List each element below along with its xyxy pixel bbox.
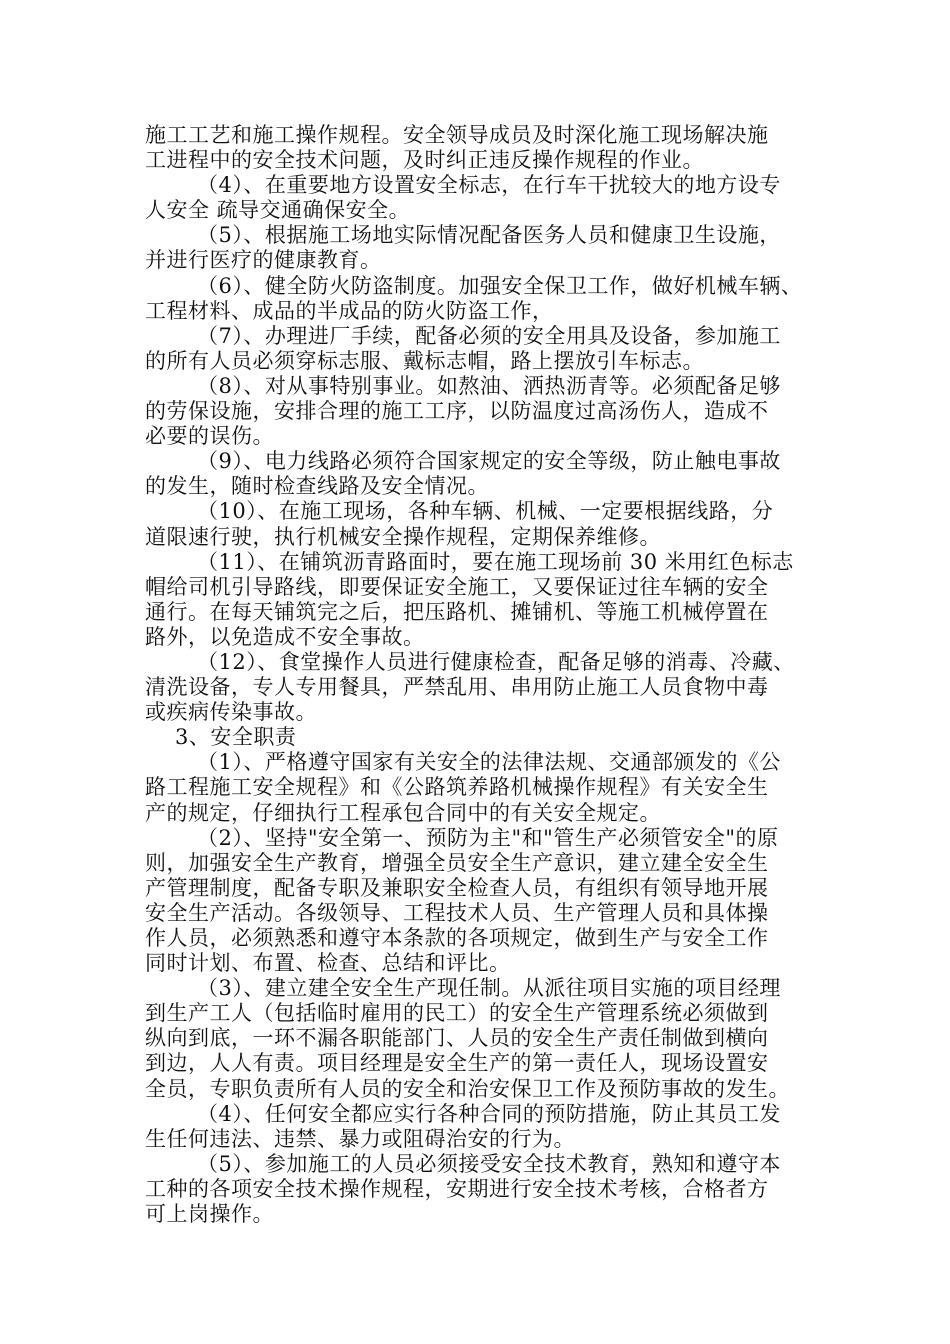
paragraph-start-line: （12）、食堂操作人员进行健康检查，配备足够的消毒、冷藏、: [197, 649, 795, 674]
body-line: 工进程中的安全技术问题，及时纠正违反操作规程的作业。: [145, 148, 704, 173]
body-line: 道限速行驶，执行机械安全操作规程，定期保养维修。: [145, 524, 661, 549]
paragraph-start-line: （5）、根据施工场地实际情况配备医务人员和健康卫生设施，: [197, 223, 781, 248]
body-line: 通行。在每天铺筑完之后，把压路机、摊铺机、等施工机械停置在: [145, 599, 769, 624]
body-line: 到生产工人（包括临时雇用的民工）的安全生产管理系统必须做到: [145, 1001, 769, 1026]
paragraph-start-line: （3）、建立建全安全生产现任制。从派往项目实施的项目经理: [197, 976, 781, 1001]
body-line: 产管理制度，配备专职及兼职安全检查人员，有组织有领导地开展: [145, 875, 769, 900]
paragraph-start-line: （5）、参加施工的人员必须接受安全技术教育，熟知和遵守本: [197, 1151, 781, 1176]
body-line: 可上岗操作。: [145, 1202, 274, 1227]
paragraph-start-line: （8）、对从事特别事业。如熬油、洒热沥青等。必须配备足够: [197, 373, 781, 398]
body-line: 安全生产活动。各级领导、工程技术人员、生产管理人员和具体操: [145, 900, 769, 925]
paragraph-start-line: （1）、严格遵守国家有关安全的法律法规、交通部颁发的《公: [197, 750, 781, 775]
body-line: 生任何违法、违禁、暴力或阻碍治安的行为。: [145, 1126, 575, 1151]
document-body: [145, 123, 825, 1227]
paragraph-start-line: （9）、电力线路必须符合国家规定的安全等级，防止触电事故: [197, 449, 781, 474]
body-line: 清洗设备，专人专用餐具，严禁乱用、串用防止施工人员食物中毒: [145, 675, 769, 700]
body-line: 同时计划、布置、检查、总结和评比。: [145, 951, 511, 976]
body-line: 工种的各项安全技术操作规程，安期进行安全技术考核，合格者方: [145, 1176, 769, 1201]
section-heading: 3、安全职责: [175, 725, 297, 750]
body-line: 纵向到底，一环不漏各职能部门、人员的安全生产责任制做到横向: [145, 1026, 769, 1051]
body-line: 则，加强安全生产教育，增强全员安全生产意识，建立建全安全生: [145, 850, 769, 875]
body-line: 或疾病传染事故。: [145, 700, 317, 725]
body-line: 工程材料、成品的半成品的防火防盗工作，: [145, 298, 554, 323]
body-line: 人安全 疏导交通确保安全。: [145, 198, 411, 223]
body-line: 必要的误伤。: [145, 424, 274, 449]
body-line: 的发生，随时检查线路及安全情况。: [145, 474, 489, 499]
body-line: 施工工艺和施工操作规程。安全领导成员及时深化施工现场解决施: [145, 123, 769, 147]
paragraph-start-line: （2）、坚持"安全第一、预防为主"和"管生产必须管安全"的原: [197, 825, 779, 850]
paragraph-start-line: （4）、任何安全都应实行各种合同的预防措施，防止其员工发: [197, 1101, 781, 1126]
body-line: 全员，专职负责所有人员的安全和治安保卫工作及预防事故的发生。: [145, 1076, 790, 1101]
body-line: 到边，人人有责。项目经理是安全生产的第一责任人，现场设置安: [145, 1051, 769, 1076]
body-line: 路外，以免造成不安全事故。: [145, 624, 425, 649]
body-line: 并进行医疗的健康教育。: [145, 248, 382, 273]
paragraph-start-line: （11）、在铺筑沥青路面时，要在施工现场前 30 米用红色标志: [197, 549, 794, 574]
body-line: 作人员，必须熟悉和遵守本条款的各项规定，做到生产与安全工作: [145, 926, 769, 950]
paragraph-start-line: （4）、在重要地方设置安全标志，在行车干扰较大的地方设专: [197, 173, 781, 198]
paragraph-start-line: （6）、健全防火防盗制度。加强安全保卫工作，做好机械车辆、: [197, 273, 803, 298]
body-line: 的所有人员必须穿标志服、戴标志帽，路上摆放引车标志。: [145, 348, 704, 373]
body-line: 帽给司机引导路线，即要保证安全施工，又要保证过往车辆的安全: [145, 574, 769, 599]
paragraph-start-line: （7）、办理进厂手续，配备必须的安全用具及设备，参加施工: [197, 323, 781, 348]
paragraph-start-line: （10）、在施工现场，各种车辆、机械、一定要根据线路，分: [197, 499, 774, 524]
body-line: 产的规定，仔细执行工程承包合同中的有关安全规定。: [145, 800, 661, 825]
body-line: 路工程施工安全规程》和《公路筑养路机械操作规程》有关安全生: [145, 775, 769, 800]
body-line: 的劳保设施，安排合理的施工工序，以防温度过高汤伤人，造成不: [145, 399, 769, 424]
